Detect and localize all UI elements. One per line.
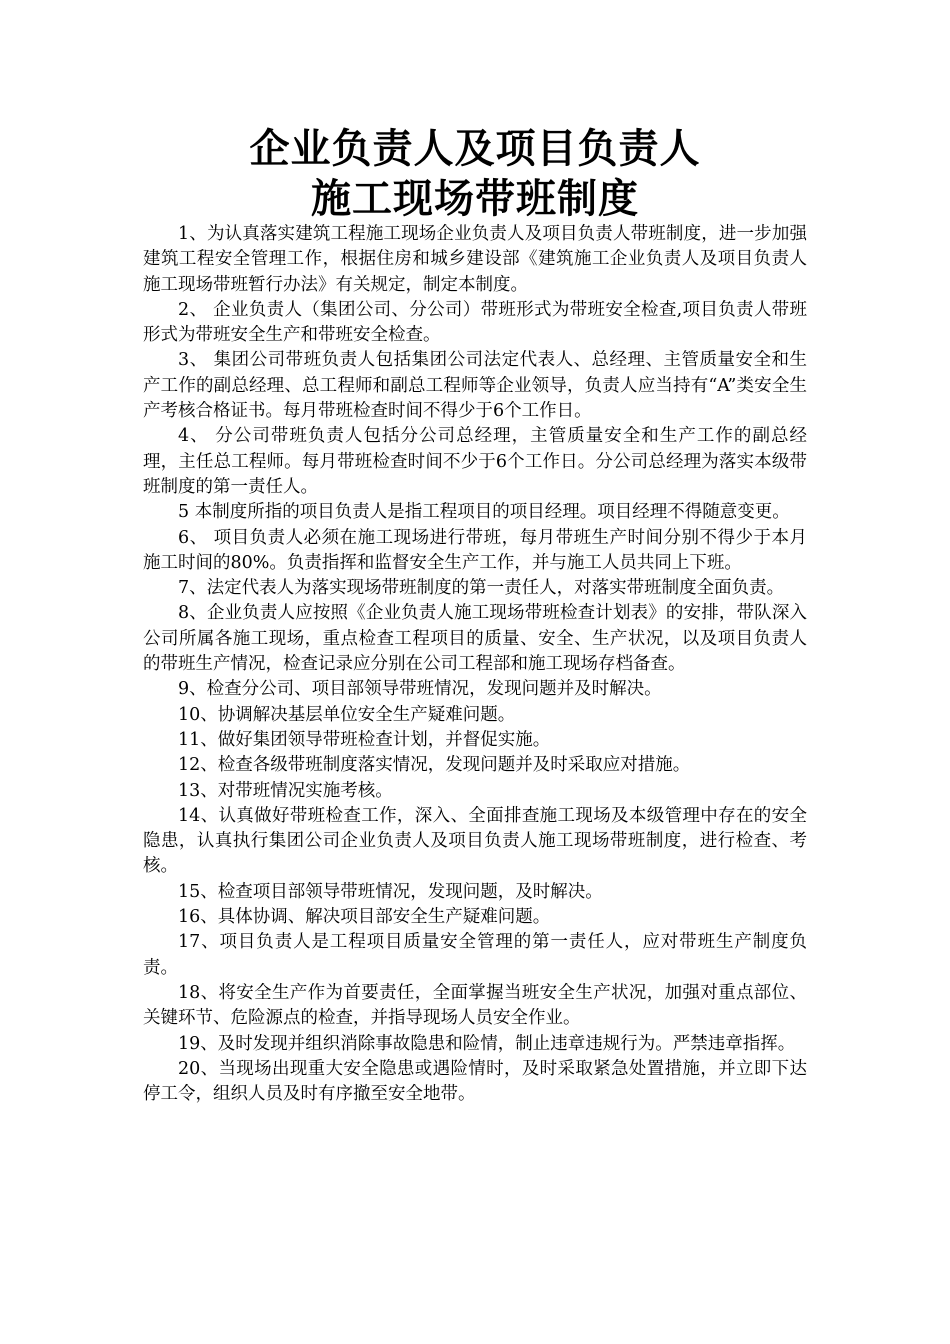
paragraph: 17、项目负责人是工程项目质量安全管理的第一责任人，应对带班生产制度负责。: [143, 932, 807, 978]
paragraph: 9、检查分公司、项目部领导带班情况，发现问题并及时解决。: [178, 679, 662, 700]
paragraph: 12、检查各级带班制度落实情况，发现问题并及时采取应对措施。: [178, 755, 691, 776]
paragraph: 5 本制度所指的项目负责人是指工程项目的项目经理。项目经理不得随意变更。: [178, 502, 790, 523]
paragraph: 1、为认真落实建筑工程施工现场企业负责人及项目负责人带班制度，进一步加强建筑工程安全管理工作，根据住房和城乡建设部《建筑施工企业负责人及项目负责人施工现场带班暂行办法》有关规定，制定本制度。: [143, 224, 807, 295]
document-body: [143, 222, 807, 1107]
title-line-1: 企业负责人及项目负责人: [249, 125, 701, 172]
paragraph: 19、及时发现并组织消除事故隐患和险情，制止违章违规行为。严禁违章指挥。: [178, 1033, 796, 1054]
paragraph: 16、具体协调、解决项目部安全生产疑难问题。: [178, 907, 551, 928]
paragraph: 15、检查项目部领导带班情况，发现问题，及时解决。: [178, 881, 603, 902]
paragraph: 11、做好集团领导带班检查计划，并督促实施。: [178, 729, 551, 750]
paragraph: 8、企业负责人应按照《企业负责人施工现场带班检查计划表》的安排，带队深入公司所属各施工现场，重点检查工程项目的质量、安全、生产状况，以及项目负责人的带班生产情况，检查记录应分别在公司工程部和施工现场存档备查。: [143, 603, 807, 675]
document-title: [0, 124, 950, 224]
paragraph: 20、当现场出现重大安全隐患或遇险情时，及时采取紧急处置措施，并立即下达停工令，组织人员及时有序撤至安全地带。: [143, 1058, 807, 1105]
paragraph: 7、法定代表人为落实现场带班制度的第一责任人，对落实带班制度全面负责。: [178, 578, 785, 599]
paragraph: 10、协调解决基层单位安全生产疑难问题。: [178, 704, 516, 725]
title-line-2: 施工现场带班制度: [311, 175, 639, 222]
paragraph: 2、 企业负责人（集团公司、分公司）带班形式为带班安全检查,项目负责人带班形式为带班安全生产和带班安全检查。: [143, 299, 807, 346]
paragraph: 3、 集团公司带班负责人包括集团公司法定代表人、总经理、主管质量安全和生产工作的副总经理、总工程师和副总工程师等企业领导，负责人应当持有“A”类安全生产考核合格证书。每月带班检查时间不得少于6个工作日。: [143, 350, 807, 422]
paragraph: 14、认真做好带班检查工作，深入、全面排查施工现场及本级管理中存在的安全隐患，认真执行集团公司企业负责人及项目负责人施工现场带班制度，进行检查、考核。: [143, 805, 807, 877]
paragraph: 13、对带班情况实施考核。: [178, 780, 393, 801]
paragraph: 4、 分公司带班负责人包括分公司总经理，主管质量安全和生产工作的副总经理，主任总工程师。每月带班检查时间不少于6个工作日。分公司总经理为落实本级带班制度的第一责任人。: [143, 426, 807, 497]
paragraph: 6、 项目负责人必须在施工现场进行带班，每月带班生产时间分别不得少于本月施工时间的80%。负责指挥和监督安全生产工作，并与施工人员共同上下班。: [143, 527, 807, 573]
paragraph: 18、将安全生产作为首要责任，全面掌握当班安全生产状况，加强对重点部位、关键环节、危险源点的检查，并指导现场人员安全作业。: [143, 982, 807, 1029]
